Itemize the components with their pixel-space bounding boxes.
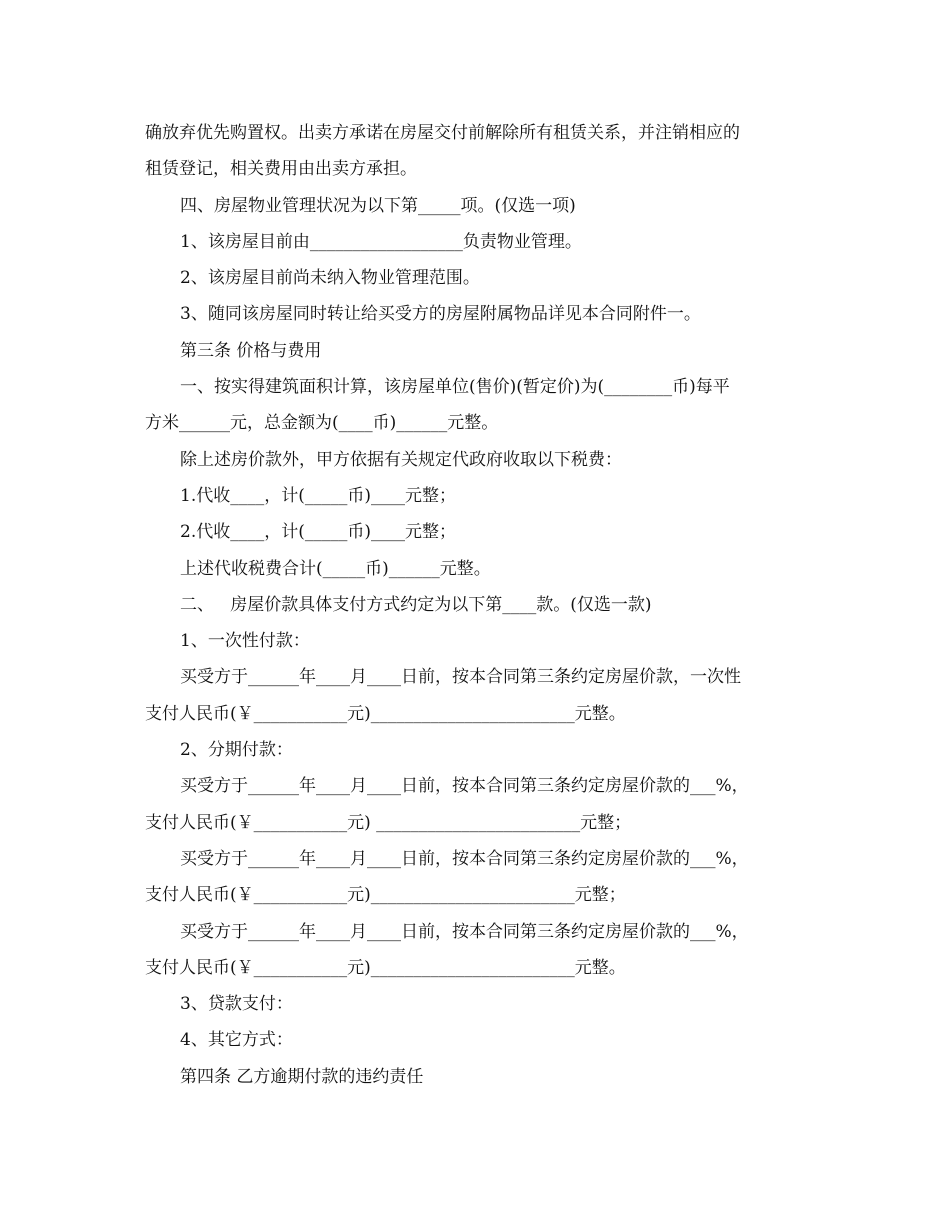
text-line-4: 1、该房屋目前由__________________负责物业管理。 [180, 231, 582, 252]
document-body [145, 115, 805, 1095]
text-line-13: 上述代收税费合计(_____币)______元整。 [180, 558, 491, 579]
text-line-6: 3、随同该房屋同时转让给买受方的房屋附属物品详见本合同附件一。 [180, 304, 701, 325]
text-line-19: 买受方于______年____月____日前，按本合同第三条约定房屋价款的___%， [180, 776, 749, 797]
text-line-12: 2.代收____，计(_____币)____元整； [180, 522, 456, 543]
text-line-5: 2、该房屋目前尚未纳入物业管理范围。 [180, 268, 480, 289]
text-line-25: 3、贷款支付： [180, 994, 293, 1015]
article-heading-late-payment: 第四条 乙方逾期付款的违约责任 [180, 1066, 424, 1087]
text-line-24: 支付人民币(￥___________元)________________________元整。 [145, 957, 626, 978]
section-heading-property-management: 四、房屋物业管理状况为以下第_____项。(仅选一项) [180, 195, 576, 216]
text-line-17: 支付人民币(￥___________元)________________________元整。 [145, 703, 626, 724]
text-line-8: 一、按实得建筑面积计算，该房屋单位(售价)(暂定价)为(________币)每平 [180, 377, 730, 398]
text-line-18: 2、分期付款： [180, 740, 293, 761]
text-line-10: 除上述房价款外，甲方依据有关规定代政府收取以下税费： [180, 449, 622, 470]
text-line-26: 4、其它方式： [180, 1030, 293, 1051]
section-heading-payment: 二、 房屋价款具体支付方式约定为以下第____款。(仅选一款) [180, 594, 652, 615]
text-line-11: 1.代收____，计(_____币)____元整； [180, 485, 456, 506]
text-line-16: 买受方于______年____月____日前，按本合同第三条约定房屋价款，一次性 [180, 667, 741, 688]
text-line-9: 方米______元，总金额为(____币)______元整。 [145, 413, 499, 434]
text-line-2: 租赁登记，相关费用由出卖方承担。 [145, 159, 417, 180]
text-line-22: 支付人民币(￥___________元)________________________元整； [145, 885, 626, 906]
text-line-15: 1、一次性付款： [180, 631, 310, 652]
article-heading-price: 第三条 价格与费用 [180, 340, 322, 361]
text-line-20: 支付人民币(￥___________元) ________________________元整； [145, 812, 632, 833]
text-line-23: 买受方于______年____月____日前，按本合同第三条约定房屋价款的___%， [180, 921, 749, 942]
text-line-1: 确放弃优先购置权。出卖方承诺在房屋交付前解除所有租赁关系，并注销相应的 [145, 123, 740, 143]
text-line-21: 买受方于______年____月____日前，按本合同第三条约定房屋价款的___%， [180, 848, 749, 869]
